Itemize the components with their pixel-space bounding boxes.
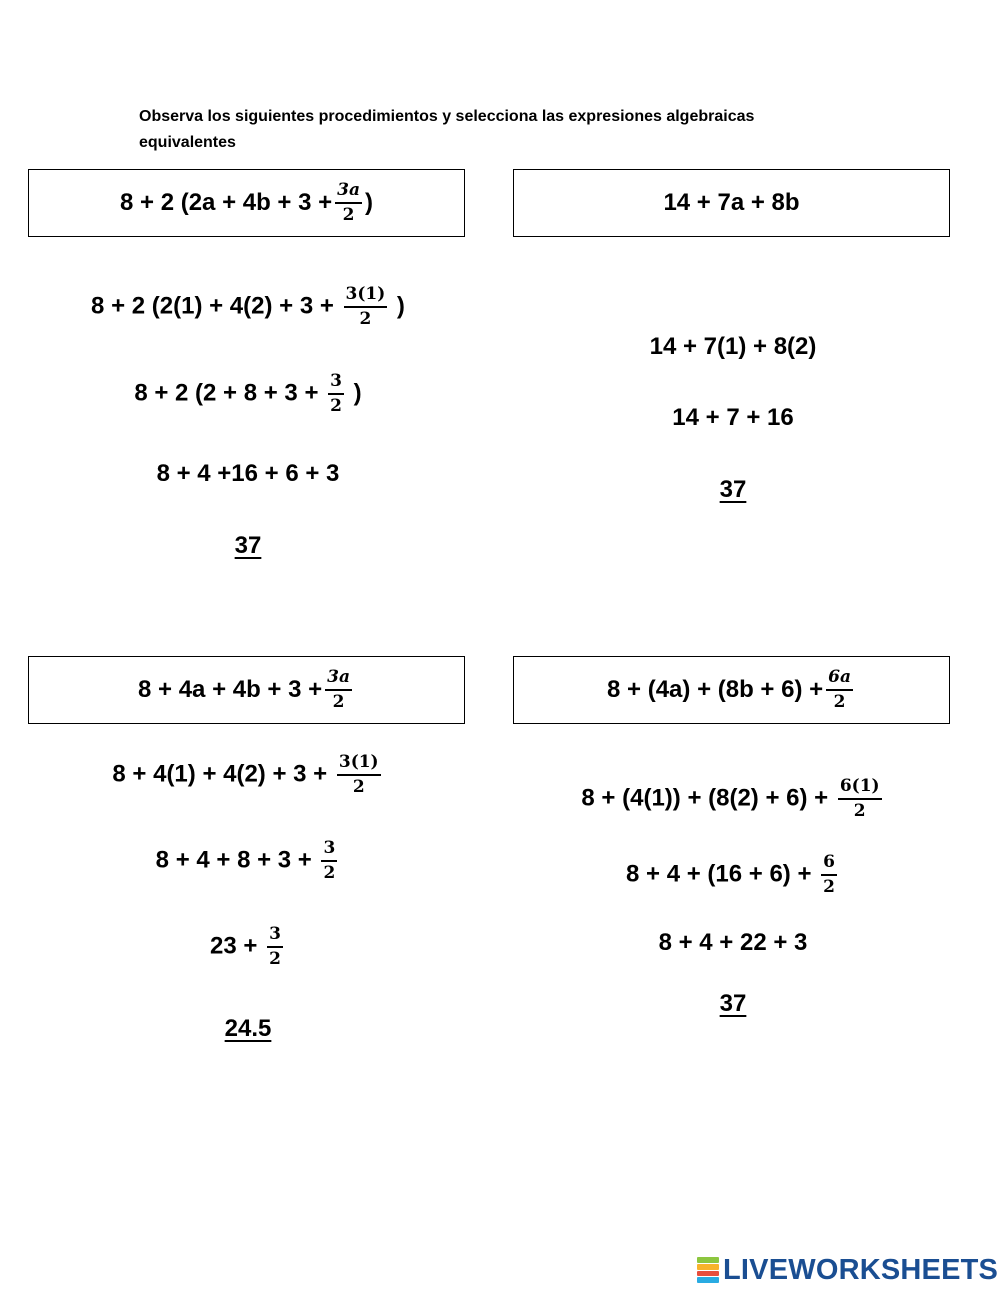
logo-block-i bbox=[697, 1264, 719, 1270]
panel-4-answer bbox=[498, 992, 968, 1016]
liveworksheets-logo-icon bbox=[697, 1257, 719, 1283]
expression-option-1[interactable] bbox=[28, 169, 465, 237]
step-text: 8 + 4 + 8 + 3 + bbox=[155, 846, 319, 874]
fraction-denominator: 2 bbox=[342, 204, 355, 225]
fraction-numerator: 6 bbox=[821, 853, 837, 876]
answer-value: 37 bbox=[719, 990, 747, 1017]
fraction-numerator: 6a bbox=[828, 666, 851, 687]
fraction bbox=[321, 839, 337, 883]
fraction-denominator: 2 bbox=[833, 691, 846, 712]
panel-2-step-1: 14 + 7(1) + 8(2) bbox=[649, 333, 817, 360]
fraction-denominator: 2 bbox=[269, 948, 281, 969]
fraction bbox=[335, 181, 362, 225]
logo-text: LIVEWORKSHEETS bbox=[723, 1253, 999, 1286]
expression-text: 8 + 2 (2a + 4b + 3 + bbox=[120, 189, 333, 216]
instructions-line-1: Observa los siguientes procedimientos y selecciona las expresiones algebraicas bbox=[139, 108, 755, 125]
fraction-numerator: 6(1) bbox=[838, 777, 882, 800]
fraction-numerator: 3a bbox=[337, 179, 360, 200]
answer-value: 24.5 bbox=[224, 1015, 272, 1042]
fraction-numerator: 3(1) bbox=[344, 285, 388, 308]
panel-3-answer bbox=[13, 1017, 483, 1041]
step-text: 23 + bbox=[210, 932, 265, 960]
logo-block-v bbox=[697, 1271, 719, 1277]
fraction-numerator: 3 bbox=[321, 839, 337, 862]
step-text: 8 + 2 (2 + 8 + 3 + bbox=[134, 379, 326, 407]
panel-1-step-1 bbox=[13, 285, 483, 329]
panel-4-step-2 bbox=[498, 853, 968, 897]
panel-1-step-3: 8 + 4 +16 + 6 + 3 bbox=[156, 460, 340, 487]
fraction bbox=[325, 668, 352, 712]
panel-3-step-1 bbox=[13, 753, 483, 797]
instructions-line-2: equivalentes bbox=[139, 134, 236, 151]
panel-1-step-2 bbox=[13, 372, 483, 416]
panel-1-answer bbox=[13, 534, 483, 558]
panel-4-step-1 bbox=[498, 777, 968, 821]
fraction bbox=[328, 372, 344, 416]
fraction-denominator: 2 bbox=[332, 691, 345, 712]
fraction-denominator: 2 bbox=[330, 395, 342, 416]
answer-value: 37 bbox=[234, 532, 262, 559]
fraction-denominator: 2 bbox=[359, 308, 372, 329]
step-text: 8 + 4(1) + 4(2) + 3 + bbox=[112, 760, 334, 788]
fraction-denominator: 2 bbox=[323, 862, 336, 883]
step-suffix: ) bbox=[390, 292, 405, 320]
instructions bbox=[139, 104, 839, 156]
step-text: 8 + 2 (2(1) + 4(2) + 3 + bbox=[91, 292, 341, 320]
fraction-numerator: 3(1) bbox=[337, 753, 381, 776]
fraction-denominator: 2 bbox=[853, 800, 866, 821]
fraction-numerator: 3 bbox=[328, 372, 344, 395]
fraction bbox=[344, 285, 388, 329]
step-text: 8 + 4 + (16 + 6) + bbox=[626, 860, 819, 888]
logo-block-l bbox=[697, 1257, 719, 1263]
fraction bbox=[267, 925, 283, 969]
expression-option-3[interactable] bbox=[28, 656, 465, 724]
liveworksheets-logo bbox=[697, 1253, 998, 1287]
fraction-numerator: 3a bbox=[327, 666, 350, 687]
fraction-denominator: 2 bbox=[823, 876, 835, 897]
panel-3-step-2 bbox=[13, 839, 483, 883]
logo-block-e bbox=[697, 1277, 719, 1283]
fraction bbox=[826, 668, 853, 712]
expression-text: 14 + 7a + 8b bbox=[663, 189, 800, 216]
fraction bbox=[838, 777, 882, 821]
panel-3-step-3 bbox=[13, 925, 483, 969]
fraction bbox=[821, 853, 837, 897]
fraction-denominator: 2 bbox=[352, 776, 365, 797]
step-suffix: ) bbox=[346, 379, 362, 407]
answer-value: 37 bbox=[719, 476, 747, 503]
expression-option-2[interactable] bbox=[513, 169, 950, 237]
panel-4-step-3: 8 + 4 + 22 + 3 bbox=[658, 929, 808, 956]
panel-2-step-2: 14 + 7 + 16 bbox=[672, 404, 794, 431]
step-text: 8 + (4(1)) + (8(2) + 6) + bbox=[581, 784, 835, 812]
expression-text: 8 + 4a + 4b + 3 + bbox=[138, 676, 323, 703]
panel-2-answer bbox=[498, 478, 968, 502]
fraction-numerator: 3 bbox=[267, 925, 283, 948]
expression-suffix: ) bbox=[365, 189, 373, 216]
expression-text: 8 + (4a) + (8b + 6) + bbox=[607, 676, 824, 703]
fraction bbox=[337, 753, 381, 797]
expression-option-4[interactable] bbox=[513, 656, 950, 724]
